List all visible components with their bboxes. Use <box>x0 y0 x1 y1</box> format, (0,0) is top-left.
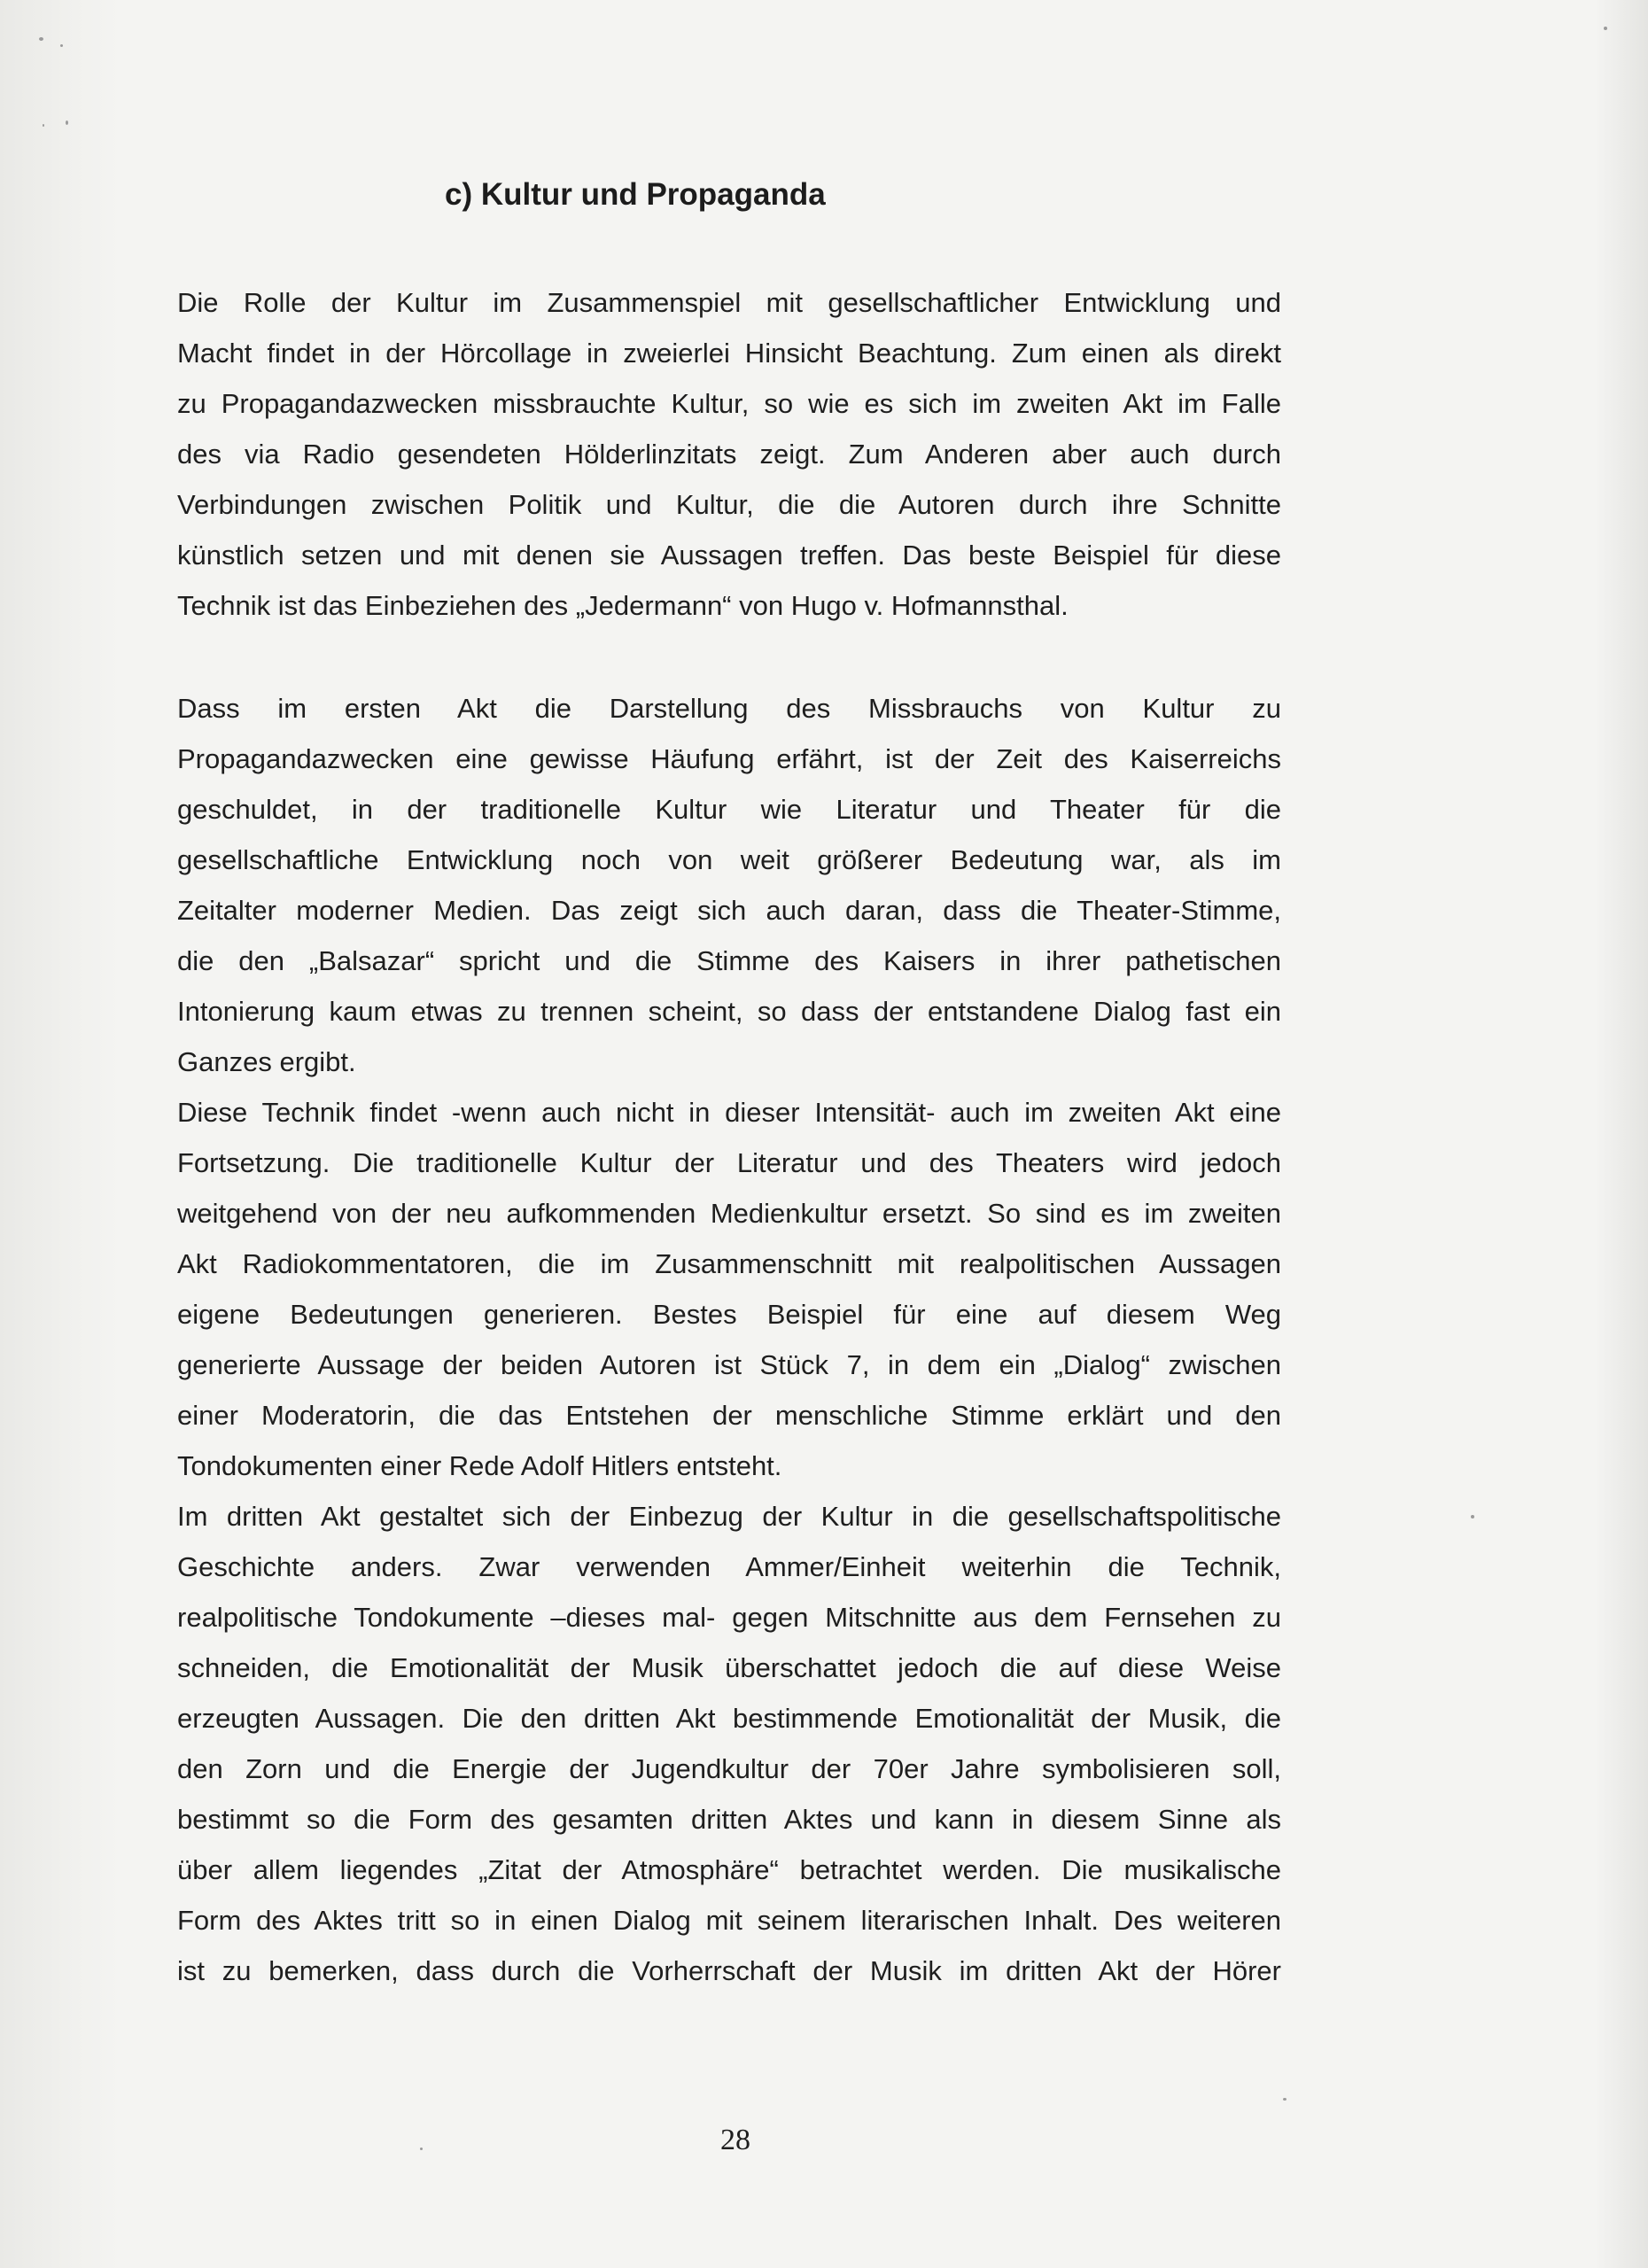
text-line: bestimmt so die Form des gesamten dritten Aktes und kann in diesem Sinne als <box>177 1804 1281 1835</box>
scan-speck <box>1604 27 1607 30</box>
scan-speck <box>1471 1515 1474 1518</box>
text-line: realpolitische Tondokumente –dieses mal- gegen Mitschnitte aus dem Fernsehen zu <box>177 1602 1281 1633</box>
text-line: des via Radio gesendeten Hölderlinzitats zeigt. Zum Anderen aber auch durch <box>177 439 1281 470</box>
text-line: Dass im ersten Akt die Darstellung des Missbrauchs von Kultur zu <box>177 693 1281 724</box>
text-line: Diese Technik findet -wenn auch nicht in dieser Intensität- auch im zweiten Akt eine <box>177 1097 1281 1128</box>
text-line: über allem liegendes „Zitat der Atmosphäre“ betrachtet werden. Die musikalische <box>177 1854 1281 1885</box>
scan-speck <box>39 37 43 41</box>
text-line: Macht findet in der Hörcollage in zweierlei Hinsicht Beachtung. Zum einen als direkt <box>177 338 1281 369</box>
text-line: Ganzes ergibt. <box>177 1046 356 1077</box>
text-line: den Zorn und die Energie der Jugendkultur der 70er Jahre symbolisieren soll, <box>177 1753 1281 1784</box>
text-line: Intonierung kaum etwas zu trennen scheint, so dass der entstandene Dialog fast ein <box>177 996 1281 1027</box>
scan-shadow-right <box>1595 0 1648 2268</box>
text-line: erzeugten Aussagen. Die den dritten Akt bestimmende Emotionalität der Musik, die <box>177 1703 1281 1734</box>
scan-shadow-left <box>0 0 124 2268</box>
scan-speck <box>420 2148 423 2150</box>
text-line: zu Propagandazwecken missbrauchte Kultur, so wie es sich im zweiten Akt im Falle <box>177 388 1281 419</box>
text-line: Fortsetzung. Die traditionelle Kultur der Literatur und des Theaters wird jedoch <box>177 1147 1281 1178</box>
text-line: generierte Aussage der beiden Autoren ist Stück 7, in dem ein „Dialog“ zwischen <box>177 1349 1281 1380</box>
text-line: eigene Bedeutungen generieren. Bestes Beispiel für eine auf diesem Weg <box>177 1299 1281 1330</box>
text-line: geschuldet, in der traditionelle Kultur wie Literatur und Theater für die <box>177 794 1281 825</box>
text-line: gesellschaftliche Entwicklung noch von weit größerer Bedeutung war, als im <box>177 844 1281 875</box>
text-line: Akt Radiokommentatoren, die im Zusammenschnitt mit realpolitischen Aussagen <box>177 1248 1281 1279</box>
text-line: ist zu bemerken, dass durch die Vorherrschaft der Musik im dritten Akt der Hörer <box>177 1955 1281 1986</box>
section-heading: c) Kultur und Propaganda <box>445 177 826 212</box>
scan-speck <box>60 44 63 47</box>
text-line: Im dritten Akt gestaltet sich der Einbezug der Kultur in die gesellschaftspolitische <box>177 1501 1281 1532</box>
text-line: künstlich setzen und mit denen sie Aussagen treffen. Das beste Beispiel für diese <box>177 540 1281 571</box>
text-line: einer Moderatorin, die das Entstehen der menschliche Stimme erklärt und den <box>177 1400 1281 1431</box>
scan-speck <box>43 124 44 127</box>
text-line: schneiden, die Emotionalität der Musik überschattet jedoch die auf diese Weise <box>177 1652 1281 1683</box>
text-line: Zeitalter moderner Medien. Das zeigt sich auch daran, dass die Theater-Stimme, <box>177 895 1281 926</box>
text-line: Verbindungen zwischen Politik und Kultur, die die Autoren durch ihre Schnitte <box>177 489 1281 520</box>
text-line: Tondokumenten einer Rede Adolf Hitlers entsteht. <box>177 1450 782 1481</box>
scan-speck <box>1283 2098 1287 2101</box>
page-number: 28 <box>720 2124 750 2156</box>
text-line: Geschichte anders. Zwar verwenden Ammer/Einheit weiterhin die Technik, <box>177 1551 1281 1582</box>
text-line: Technik ist das Einbeziehen des „Jedermann“ von Hugo v. Hofmannsthal. <box>177 590 1069 621</box>
text-line: Propagandazwecken eine gewisse Häufung erfährt, ist der Zeit des Kaiserreichs <box>177 743 1281 774</box>
text-line: Form des Aktes tritt so in einen Dialog mit seinem literarischen Inhalt. Des weiteren <box>177 1905 1281 1936</box>
text-line: die den „Balsazar“ spricht und die Stimme des Kaisers in ihrer pathetischen <box>177 945 1281 976</box>
text-line: Die Rolle der Kultur im Zusammenspiel mit gesellschaftlicher Entwicklung und <box>177 287 1281 318</box>
scan-speck <box>66 120 68 125</box>
text-line: weitgehend von der neu aufkommenden Medienkultur ersetzt. So sind es im zweiten <box>177 1198 1281 1229</box>
